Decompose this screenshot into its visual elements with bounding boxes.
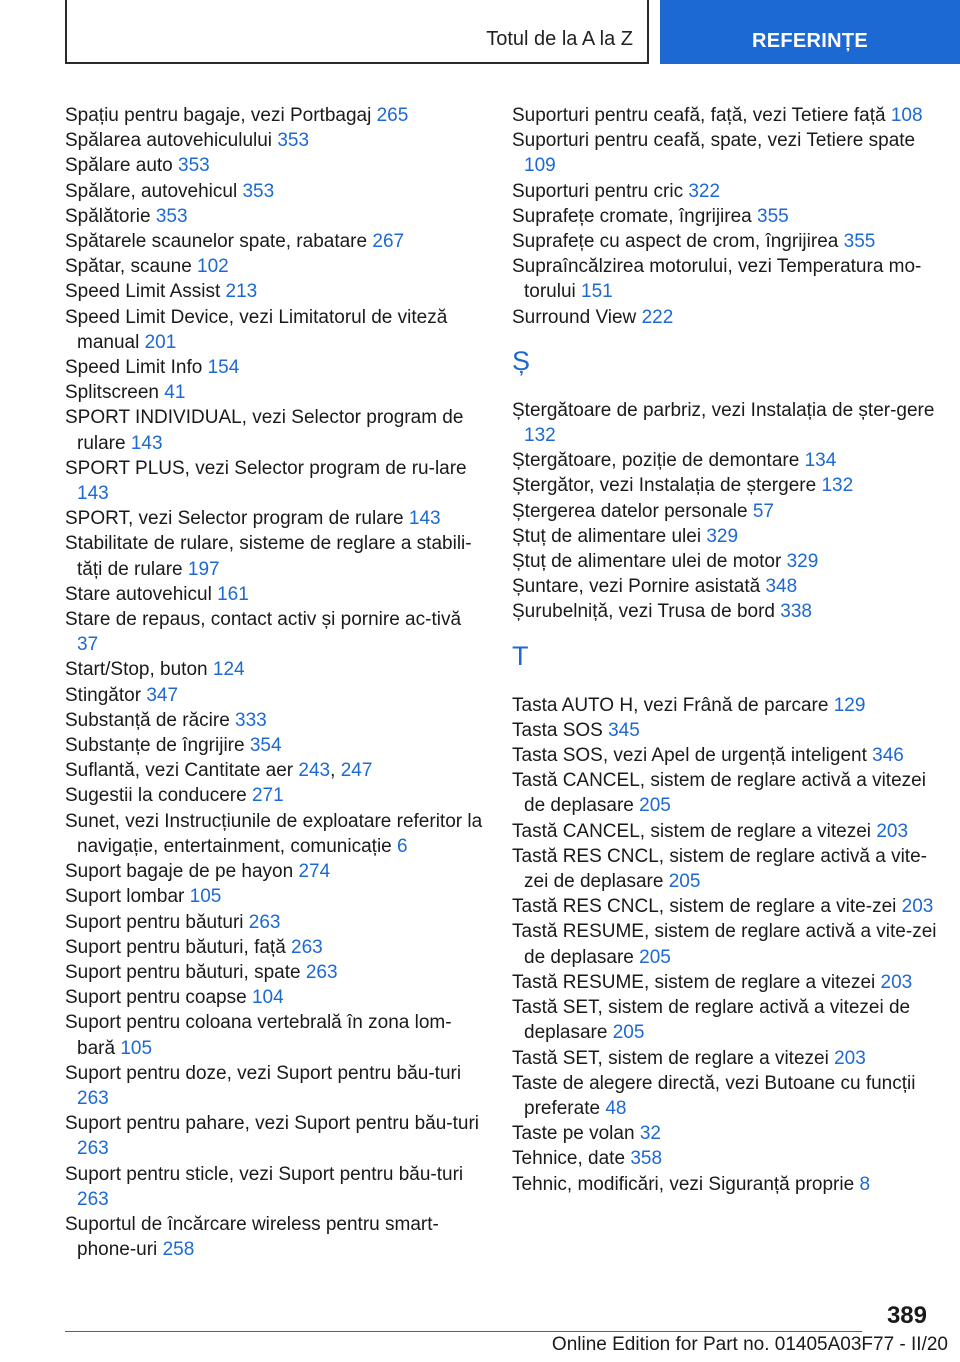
page-reference-link[interactable]: 355 [757, 205, 789, 227]
page-reference-link[interactable]: 32 [639, 1123, 661, 1145]
page-reference-link[interactable]: 333 [235, 709, 267, 731]
index-entry [65, 229, 485, 254]
index-letter-s-comma: Ș [512, 345, 531, 376]
page-reference-link[interactable]: 143 [130, 432, 163, 454]
index-entry [65, 1111, 485, 1161]
page-reference-link[interactable]: 57 [752, 500, 774, 522]
index-entry-text: Tasta AUTO H, vezi Frână de parcare [512, 694, 829, 716]
index-entry-text: Ștergerea datelor personale [512, 500, 748, 522]
index-entry-text: Speed Limit Info [65, 357, 203, 379]
index-entry-text: Spătar, scaune [65, 256, 192, 278]
index-entry-text: Spătarele scaunelor spate, rabatare [65, 231, 368, 253]
index-entry-text: Substanțe de îngrijire [65, 735, 245, 757]
footer-edition: Online Edition for Part no. 01405A03F77 - II/20 [551, 1334, 948, 1355]
index-entry-text: Stare autovehicul [65, 583, 212, 605]
index-entry-text: Suport pentru băuturi, față [65, 936, 286, 958]
index-entry [512, 693, 937, 718]
index-entry-text: Tasta SOS [512, 719, 603, 741]
page-reference-link[interactable]: 263 [305, 961, 338, 983]
index-entry [512, 229, 937, 254]
page-reference-link[interactable]: 353 [277, 130, 310, 152]
page-reference-link[interactable]: 37 [77, 634, 99, 656]
index-entry [512, 499, 937, 524]
index-entry-text: Suporturi pentru ceafă, față, vezi Tetiere față [512, 105, 886, 126]
page-reference-link[interactable]: 203 [834, 1047, 866, 1069]
page-reference-link[interactable]: 108 [890, 105, 923, 126]
page-reference-link[interactable]: 205 [639, 795, 671, 817]
index-entry-text: Ștuț de alimentare ulei de motor [512, 551, 782, 573]
index-entry [65, 179, 485, 204]
index-entry [512, 204, 937, 229]
index-entry-text: Suport pentru sticle, vezi Suport pentru bău‐turi [65, 1163, 464, 1185]
index-entry-text: Stare de repaus, contact activ și pornire ac‐tivă [65, 609, 462, 631]
index-entry [65, 305, 485, 355]
page-reference-link[interactable]: 353 [178, 155, 210, 177]
page-reference-link[interactable]: 329 [786, 551, 819, 573]
page-reference-link[interactable]: 203 [901, 896, 934, 918]
page-reference-link[interactable]: 258 [162, 1239, 195, 1261]
page-reference-link[interactable]: 105 [120, 1037, 153, 1059]
index-entry [65, 859, 485, 884]
index-entry [512, 1121, 937, 1146]
page-reference-link[interactable]: 338 [780, 601, 812, 623]
index-entry [512, 128, 937, 178]
page-reference-link[interactable]: 353 [155, 205, 188, 227]
index-entry-text: Surround View [512, 306, 637, 328]
page-reference-link[interactable]: 205 [639, 946, 671, 968]
chapter-header-tab[interactable] [660, 0, 960, 64]
index-entry-text: Suport pentru doze, vezi Suport pentru bău‐turi [65, 1062, 462, 1084]
index-letter-t: T [512, 640, 529, 671]
index-entry-text: Tehnice, date [512, 1148, 626, 1170]
index-entry [65, 1010, 485, 1060]
index-entry-text: Sugestii la conducere [65, 785, 247, 807]
index-entry [512, 768, 937, 818]
page-reference-link[interactable]: 267 [372, 231, 405, 253]
index-entry-text: Suport pentru coloana vertebrală în zona lom‐bară [65, 1012, 452, 1059]
page-reference-link[interactable]: 154 [207, 357, 240, 379]
index-entry [512, 473, 937, 498]
index-entry-text: SPORT, vezi Selector program de rulare [65, 508, 404, 530]
index-entry-text: Taste de alegere directă, vezi Butoane cu funcții preferate [512, 1072, 916, 1119]
index-entry [512, 995, 937, 1045]
page-reference-link[interactable]: 263 [77, 1188, 109, 1210]
page-reference-link[interactable]: 124 [212, 659, 245, 681]
page-reference-link[interactable]: 353 [242, 180, 275, 202]
index-entry [65, 985, 485, 1010]
index-entry [65, 380, 485, 405]
index-entry-text: Șuntare, vezi Pornire asistată [512, 576, 761, 598]
index-entry [512, 718, 937, 743]
index-entry-text: Suprafețe cromate, îngrijirea [512, 205, 752, 227]
index-entry [512, 305, 937, 330]
page-reference-link[interactable]: 201 [144, 331, 177, 353]
index-entry-text: Suport pentru băuturi, spate [65, 961, 301, 983]
index-entry [65, 607, 485, 657]
page-reference-link[interactable]: 109 [524, 155, 556, 177]
page-reference-link[interactable]: 222 [641, 306, 674, 328]
index-entry [65, 1061, 485, 1111]
page-reference-link[interactable]: 132 [821, 475, 854, 497]
index-entry-text: Suport bagaje de pe hayon [65, 861, 294, 883]
index-entry-text: Suprafețe cu aspect de crom, îngrijirea [512, 231, 839, 253]
index-entry [512, 398, 937, 448]
index-entry [512, 1046, 937, 1071]
page-reference-link[interactable]: 345 [608, 719, 640, 741]
page-reference-link[interactable]: 265 [376, 105, 409, 126]
index-entry-text: Tasta SOS, vezi Apel de urgență inteligent [512, 745, 867, 767]
index-entry-text: Stingător [65, 684, 142, 706]
index-entry [512, 1146, 937, 1171]
footer-divider [65, 1331, 862, 1332]
index-entry-text: Suportul de încărcare wireless pentru smart‐phone-uri [65, 1213, 439, 1261]
index-entry-text: Supraîncălzirea motorului, vezi Temperatura mo‐torului [512, 256, 922, 303]
page-reference-link[interactable]: 48 [605, 1097, 627, 1119]
page-reference-link[interactable]: 274 [298, 861, 331, 883]
index-entry-text: Suport pentru băuturi [65, 911, 244, 933]
page-reference-link[interactable]: 322 [688, 180, 721, 202]
index-entry [65, 204, 485, 229]
page-reference-link[interactable]: 129 [833, 694, 866, 716]
index-entry-text: Ștergătoare, poziție de demontare [512, 450, 800, 472]
chapter-title: REFERINȚE [751, 30, 869, 52]
index-entry-text: Tastă RESUME, sistem de reglare a vitezei [512, 971, 876, 993]
index-entry [512, 524, 937, 549]
index-entry [65, 153, 485, 178]
index-entry-text: Spațiu pentru bagaje, vezi Portbagaj [65, 105, 372, 126]
index-entry [512, 743, 937, 768]
index-entry-text: Tastă SET, sistem de reglare activă a vitezei de deplasare [512, 997, 911, 1044]
section-title: Totul de la A la Z [486, 28, 633, 50]
index-entry-text: Spălarea autovehiculului [65, 130, 273, 152]
index-entry [65, 657, 485, 682]
index-entry-text: Sunet, vezi Instrucțiunile de exploatare referitor la navigație, entertainment, comunicație [65, 810, 483, 857]
index-entry-text: Ștuț de alimentare ulei [512, 525, 702, 547]
index-entry [512, 919, 937, 969]
page-reference-link[interactable]: 263 [77, 1087, 109, 1109]
index-entry [65, 1162, 485, 1212]
page-reference-link[interactable]: 102 [197, 256, 229, 278]
index-entry [512, 254, 937, 304]
index-entry-text: Speed Limit Device, vezi Limitatorul de viteză manual [65, 306, 448, 353]
index-entry-text: Suport pentru pahare, vezi Suport pentru bău‐turi [65, 1113, 480, 1135]
index-entry-text: Suflantă, vezi Cantitate aer [65, 760, 294, 782]
index-entry [512, 574, 937, 599]
index-entry-text: Tastă RESUME, sistem de reglare activă a vite‐zei de deplasare [512, 921, 937, 968]
page-reference-link[interactable]: 213 [225, 281, 258, 303]
index-entry-text: Ștergător, vezi Instalația de ștergere [512, 475, 817, 497]
index-entry [512, 970, 937, 995]
index-entry [512, 599, 937, 624]
index-entry [65, 279, 485, 304]
index-entry [65, 960, 485, 985]
page-reference-link[interactable]: 203 [880, 971, 913, 993]
index-entry [65, 582, 485, 607]
index-entry-text: Tastă RES CNCL, sistem de reglare a vite‐zei [512, 896, 897, 918]
index-entry-text: SPORT INDIVIDUAL, vezi Selector program de rulare [65, 407, 464, 454]
page-reference-link[interactable]: 354 [249, 735, 282, 757]
index-entry [65, 355, 485, 380]
index-group-s-comma [512, 398, 937, 625]
page-reference-link[interactable]: 263 [248, 911, 281, 933]
index-entry [65, 254, 485, 279]
page-reference-link[interactable]: 151 [581, 281, 613, 303]
index-entry-text: Splitscreen [65, 382, 159, 404]
page-reference-link[interactable]: 355 [843, 231, 876, 253]
index-group-s [512, 103, 937, 330]
page-reference-link[interactable]: 263 [77, 1138, 109, 1160]
page-reference-link[interactable]: 143 [77, 483, 109, 505]
index-column-right [512, 103, 937, 1197]
index-entry [512, 448, 937, 473]
index-column-left [65, 103, 485, 1262]
page-reference-link[interactable]: 105 [189, 886, 222, 908]
page-reference-link[interactable]: 197 [187, 558, 220, 580]
page-reference-link[interactable]: 348 [765, 576, 798, 598]
index-entry-text: Spălare, autovehicul [65, 180, 238, 202]
index-entry [512, 1172, 937, 1197]
index-group-t [512, 693, 937, 1197]
index-entry-text: Tehnic, modificări, vezi Siguranță proprie [512, 1173, 855, 1195]
index-entry [65, 531, 485, 581]
section-header-tab [65, 0, 649, 64]
page-reference-link[interactable]: 8 [859, 1173, 871, 1195]
index-entry [65, 405, 485, 455]
index-entry [65, 809, 485, 859]
index-entry [65, 884, 485, 909]
index-entry [65, 783, 485, 808]
index-entry [65, 910, 485, 935]
index-entry [65, 128, 485, 153]
index-entry-text: Start/Stop, buton [65, 659, 208, 681]
page-reference-link[interactable]: 143 [408, 508, 441, 530]
index-entry-text: Stabilitate de rulare, sisteme de reglare a stabili‐tăți de rulare [65, 533, 472, 580]
index-entry [512, 179, 937, 204]
index-entry-text: Tastă SET, sistem de reglare a vitezei [512, 1047, 829, 1069]
page-reference-link[interactable]: 263 [291, 936, 323, 958]
index-entry [65, 506, 485, 531]
page-reference-link[interactable]: 346 [872, 745, 904, 767]
index-entry: Suflantă, vezi Cantitate aer 243, 247 [65, 760, 373, 782]
index-entry-text: Speed Limit Assist [65, 281, 221, 303]
index-entry [512, 549, 937, 574]
index-entry-text: Substanță de răcire [65, 709, 230, 731]
index-entry-text: Șurubelniță, vezi Trusa de bord [512, 601, 775, 623]
index-entry [65, 103, 485, 128]
index-entry [512, 103, 937, 128]
index-entry [512, 819, 937, 844]
index-entry-text: Spălătorie [65, 205, 151, 227]
index-entry-text: Ștergătoare de parbriz, vezi Instalația de șter‐gere [512, 399, 935, 421]
index-entry-text: Tastă CANCEL, sistem de reglare activă a vitezei de deplasare [512, 770, 926, 817]
index-entry-text: Tastă CANCEL, sistem de reglare a vitezei [512, 820, 872, 842]
index-entry [512, 844, 937, 894]
page-reference-link[interactable]: 347 [146, 684, 179, 706]
page-reference-link[interactable]: 203 [876, 820, 909, 842]
index-entry [65, 733, 485, 758]
index-entry-text: Suport pentru coapse [65, 987, 247, 1009]
page-reference-link[interactable]: 132 [524, 425, 556, 447]
index-entry [65, 456, 485, 506]
page-number: 389 [886, 1302, 927, 1329]
page-reference-link[interactable]: 6 [397, 835, 408, 857]
index-entry [65, 708, 485, 733]
index-entry [65, 1212, 485, 1262]
page-reference-link[interactable]: 134 [804, 450, 837, 472]
index-entry-text: Suport lombar [65, 886, 185, 908]
page-reference-link[interactable]: 161 [217, 583, 249, 605]
index-entry-text: Tastă RES CNCL, sistem de reglare activă a vite‐zei de deplasare [512, 845, 927, 893]
index-entry [65, 935, 485, 960]
page-reference-link[interactable]: 247 [340, 760, 373, 782]
index-entry-text: Suporturi pentru ceafă, spate, vezi Tetiere spate [512, 130, 916, 152]
page-reference-link[interactable]: 41 [164, 382, 186, 404]
page-reference-link[interactable]: 205 [668, 871, 701, 893]
page-reference-link[interactable]: 271 [251, 785, 284, 807]
index-entry [512, 894, 937, 919]
page-reference-link[interactable]: 104 [251, 987, 284, 1009]
index-entry [65, 683, 485, 708]
page-reference-link[interactable]: 205 [612, 1022, 645, 1044]
index-entry-text: Taste pe volan [512, 1123, 635, 1145]
index-entry-text: SPORT PLUS, vezi Selector program de ru‐lare [65, 457, 467, 479]
index-entry [512, 1071, 937, 1121]
index-entry-text: Spălare auto [65, 155, 173, 177]
page-reference-link[interactable]: 243 [298, 760, 331, 782]
page-reference-link[interactable]: 329 [706, 525, 739, 547]
index-entry-text: Suporturi pentru cric [512, 180, 684, 202]
page-reference-link[interactable]: 358 [630, 1148, 663, 1170]
